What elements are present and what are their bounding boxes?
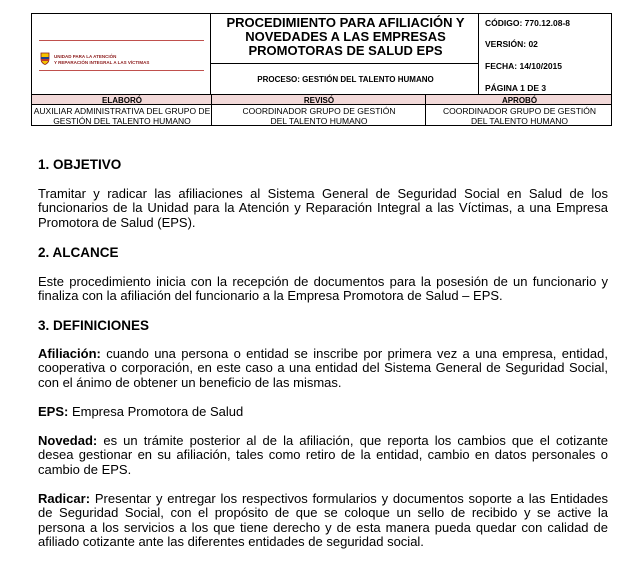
process-label: PROCESO: GESTIÓN DEL TALENTO HUMANO (257, 75, 434, 84)
name-aprobo-line-2: DEL TALENTO HUMANO (471, 116, 568, 126)
paragraph-objetivo: Tramitar y radicar las afiliaciones al Sistema General de Seguridad Social en Salud de los funcionarios de la Unidad para la Atención y Reparación Integral a las Víctimas, a una Empresa Promotora de Salud (EPS). (38, 186, 608, 230)
column-divider-2 (425, 94, 426, 126)
name-elaboro-line-2: GESTIÓN DEL TALENTO HUMANO (53, 116, 191, 126)
document-version: VERSIÓN: 02 (485, 39, 538, 49)
name-reviso-line-1: COORDINADOR GRUPO DE GESTIÓN (242, 106, 396, 116)
definition-afiliacion (38, 347, 608, 390)
process-cell (210, 63, 479, 95)
page-indicator: PÁGINA 1 DE 3 (485, 83, 547, 93)
logo-rule-bottom (39, 70, 204, 71)
role-reviso: REVISÓ (303, 96, 335, 105)
logo-rule-top (39, 40, 204, 41)
logo-text-line-2: Y REPARACIÓN INTEGRAL A LAS VÍCTIMAS (54, 60, 150, 65)
term-radicar: Radicar: (38, 491, 91, 506)
column-divider-1 (211, 94, 212, 126)
definition-eps (38, 405, 608, 419)
role-aprobo: APROBÓ (501, 96, 538, 105)
text-radicar: Presentar y entregar los respectivos formularios y documentos soporte a las Entidades de Seguridad Social, con el propósito de que se coloque un sello de recibido y se active la persona a los servicios a los que tiene derecho y de esta manera pueda quedar con calidad de afiliado cotizante ante las diferentes entidades de seguridad social. (38, 491, 608, 550)
title-line-3: PROMOTORAS DE SALUD EPS (248, 43, 443, 58)
name-aprobo-line-1: COORDINADOR GRUPO DE GESTIÓN (442, 106, 596, 116)
text-afiliacion: cuando una persona o entidad se inscribe por primera vez a una empresa, entidad, cooperativa o corporación, en este caso a una entidad del Sistema General de Seguridad Social, con el ánimo de obtener un beneficio de las mismas. (38, 346, 608, 390)
paragraph-alcance: Este procedimiento inicia con la recepción de documentos para la posesión de un funcionario y finaliza con la afiliación del funcionario a la Empresa Promotora de Salud – EPS. (38, 274, 608, 304)
logo-cell (31, 13, 211, 95)
name-elaboro (32, 106, 212, 126)
title-line-2: NOVEDADES A LAS EMPRESAS (245, 29, 446, 44)
crest-icon (40, 52, 50, 65)
heading-objetivo: 1. OBJETIVO (38, 157, 122, 172)
heading-alcance: 2. ALCANCE (38, 245, 119, 260)
definition-radicar (38, 492, 608, 550)
metadata-cell (478, 13, 612, 95)
name-reviso (212, 106, 426, 126)
definition-novedad (38, 434, 608, 477)
document-date: FECHA: 14/10/2015 (485, 61, 563, 71)
name-reviso-line-2: DEL TALENTO HUMANO (270, 116, 368, 126)
names-row (31, 104, 612, 126)
term-afiliacion: Afiliación: (38, 346, 101, 361)
text-novedad: es un trámite posterior al de la afiliación, que reporta los cambios que el cotizante desea gestionar en su afiliación, tales como retiro de la entidad, cambio en datos personales o cambio de EPS. (38, 433, 608, 477)
text-eps: Empresa Promotora de Salud (68, 404, 244, 419)
name-elaboro-line-1: AUXILIAR ADMINISTRATIVA DEL GRUPO DE (33, 106, 211, 116)
title-cell (210, 13, 479, 64)
document-header (31, 13, 612, 132)
document-title (211, 16, 480, 58)
heading-definiciones: 3. DEFINICIONES (38, 318, 150, 333)
title-line-1: PROCEDIMIENTO PARA AFILIACIÓN Y (226, 15, 465, 30)
logo-text-line-1: UNIDAD PARA LA ATENCIÓN (54, 54, 117, 59)
role-elaboro: ELABORÓ (102, 96, 142, 105)
term-eps: EPS: (38, 404, 69, 419)
term-novedad: Novedad: (38, 433, 98, 448)
document-code: CÓDIGO: 770.12.08-8 (485, 18, 571, 28)
name-aprobo (426, 106, 613, 126)
